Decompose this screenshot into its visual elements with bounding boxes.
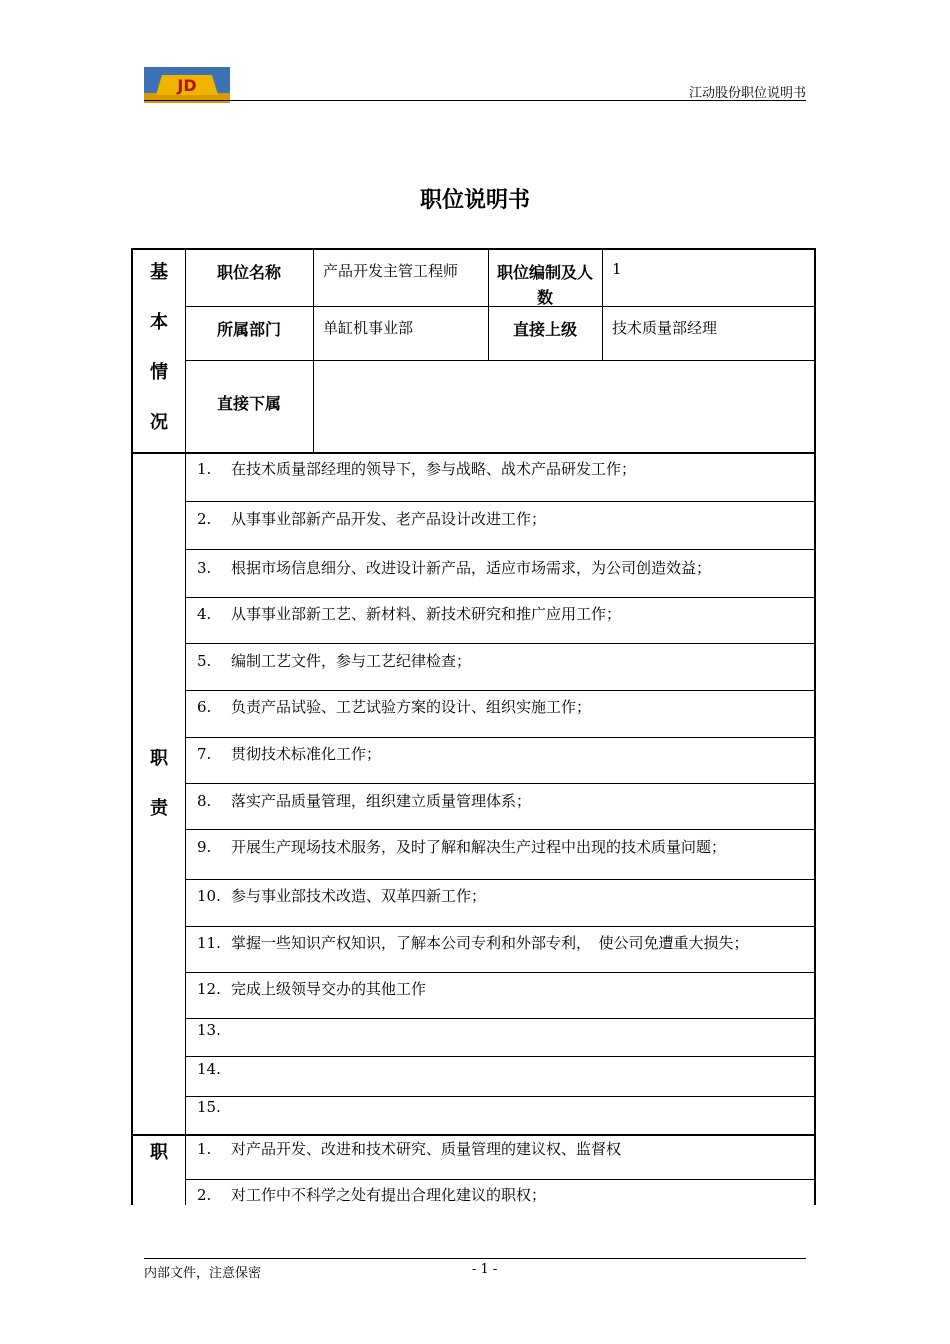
duty-item	[197, 885, 486, 906]
row-divider	[185, 549, 816, 550]
duty-item	[197, 650, 471, 671]
duty-item	[197, 1098, 231, 1116]
section-divider	[133, 1134, 816, 1136]
duty-text: 参与事业部技术改造、双革四新工作；	[231, 887, 487, 905]
headcount-label: 职位编制及人数	[496, 263, 593, 307]
duty-number: 9.	[197, 838, 212, 856]
basic-section-label-2: 本	[150, 312, 168, 333]
duty-number: 5.	[197, 652, 212, 670]
row-divider	[185, 783, 816, 784]
duty-text: 根据市场信息细分、改进设计新产品，适应市场需求，为公司创造效益；	[231, 559, 712, 577]
row-divider	[185, 643, 816, 644]
table-divider	[602, 250, 603, 360]
job-description-table	[131, 248, 816, 1205]
duty-number: 8.	[197, 792, 212, 810]
duty-text: 从事事业部新产品开发、老产品设计改进工作；	[231, 510, 547, 528]
authority-number: 2.	[197, 1186, 212, 1204]
table-divider	[313, 250, 314, 452]
duty-item	[197, 557, 711, 578]
doc-series-title: 江动股份职位说明书	[688, 86, 806, 101]
duty-number: 3.	[197, 559, 212, 577]
duty-item	[197, 508, 546, 529]
superior-label: 直接上级	[512, 320, 577, 339]
department-label: 所属部门	[216, 320, 281, 339]
page-title: 职位说明书	[419, 188, 530, 213]
duty-item	[197, 1060, 231, 1078]
duty-item	[197, 1021, 231, 1039]
duty-number: 14.	[197, 1060, 221, 1078]
section-divider	[133, 452, 816, 454]
company-logo	[144, 67, 230, 103]
row-divider	[185, 1179, 816, 1180]
authority-section-label: 职	[150, 1142, 168, 1163]
row-divider	[185, 501, 816, 502]
authority-number: 1.	[197, 1140, 212, 1158]
duty-text: 落实产品质量管理，组织建立质量管理体系；	[231, 792, 532, 810]
duty-number: 11.	[197, 934, 221, 952]
row-divider	[185, 972, 816, 973]
position-name-value: 产品开发主管工程师	[323, 262, 459, 280]
duty-number: 13.	[197, 1021, 221, 1039]
duty-number: 1.	[197, 460, 212, 478]
row-divider	[185, 829, 816, 830]
duty-number: 10.	[197, 887, 221, 905]
footer-rule	[144, 1258, 806, 1259]
duty-number: 7.	[197, 745, 212, 763]
duty-number: 15.	[197, 1098, 221, 1116]
duty-text: 从事事业部新工艺、新材料、新技术研究和推广应用工作；	[231, 605, 622, 623]
basic-section-label-3: 情	[150, 362, 168, 383]
duty-text: 贯彻技术标准化工作；	[231, 745, 382, 763]
duty-text: 负责产品试验、工艺试验方案的设计、组织实施工作；	[231, 698, 592, 716]
duty-text: 完成上级领导交办的其他工作	[231, 980, 427, 998]
duty-number: 4.	[197, 605, 212, 623]
authority-text: 对工作中不科学之处有提出合理化建议的职权；	[231, 1186, 547, 1204]
table-divider	[185, 360, 816, 361]
duty-item	[197, 978, 426, 999]
duty-number: 12.	[197, 980, 221, 998]
page-number: - 1 -	[472, 1262, 498, 1277]
row-divider	[185, 1018, 816, 1019]
duty-text: 开展生产现场技术服务，及时了解和解决生产过程中出现的技术质量问题；	[231, 838, 727, 856]
row-divider	[185, 926, 816, 927]
duties-section-label-1: 职	[150, 748, 168, 769]
duty-text: 在技术质量部经理的领导下，参与战略、战术产品研发工作；	[231, 460, 637, 478]
duty-item	[197, 743, 381, 764]
basic-section-label-4: 况	[150, 412, 168, 433]
duty-item	[197, 790, 531, 811]
superior-value: 技术质量部经理	[612, 319, 718, 337]
basic-section-label-1: 基	[150, 262, 168, 283]
authority-text: 对产品开发、改进和技术研究、质量管理的建议权、监督权	[231, 1140, 622, 1158]
headcount-value: 1	[612, 260, 622, 278]
subordinate-label: 直接下属	[216, 394, 281, 413]
row-divider	[185, 1096, 816, 1097]
duty-item	[197, 603, 621, 624]
row-divider	[185, 879, 816, 880]
duties-section-label-2: 责	[150, 798, 168, 819]
authority-item	[197, 1184, 546, 1205]
duty-item	[197, 696, 591, 717]
header-rule	[144, 100, 806, 101]
duty-text: 掌握一些知识产权知识，了解本公司专利和外部专利， 使公司免遭重大损失；	[231, 934, 749, 952]
logo-text: JD	[177, 76, 197, 95]
duty-number: 2.	[197, 510, 212, 528]
duty-item	[197, 932, 749, 953]
position-name-label: 职位名称	[216, 263, 281, 282]
row-divider	[185, 597, 816, 598]
duty-item	[197, 458, 636, 479]
row-divider	[185, 737, 816, 738]
duty-number: 6.	[197, 698, 212, 716]
confidential-note: 内部文件，注意保密	[144, 1266, 262, 1281]
row-divider	[185, 1056, 816, 1057]
duty-item	[197, 836, 726, 857]
duty-text: 编制工艺文件，参与工艺纪律检查；	[231, 652, 472, 670]
row-divider	[185, 690, 816, 691]
department-value: 单缸机事业部	[323, 319, 414, 337]
authority-item	[197, 1138, 621, 1159]
